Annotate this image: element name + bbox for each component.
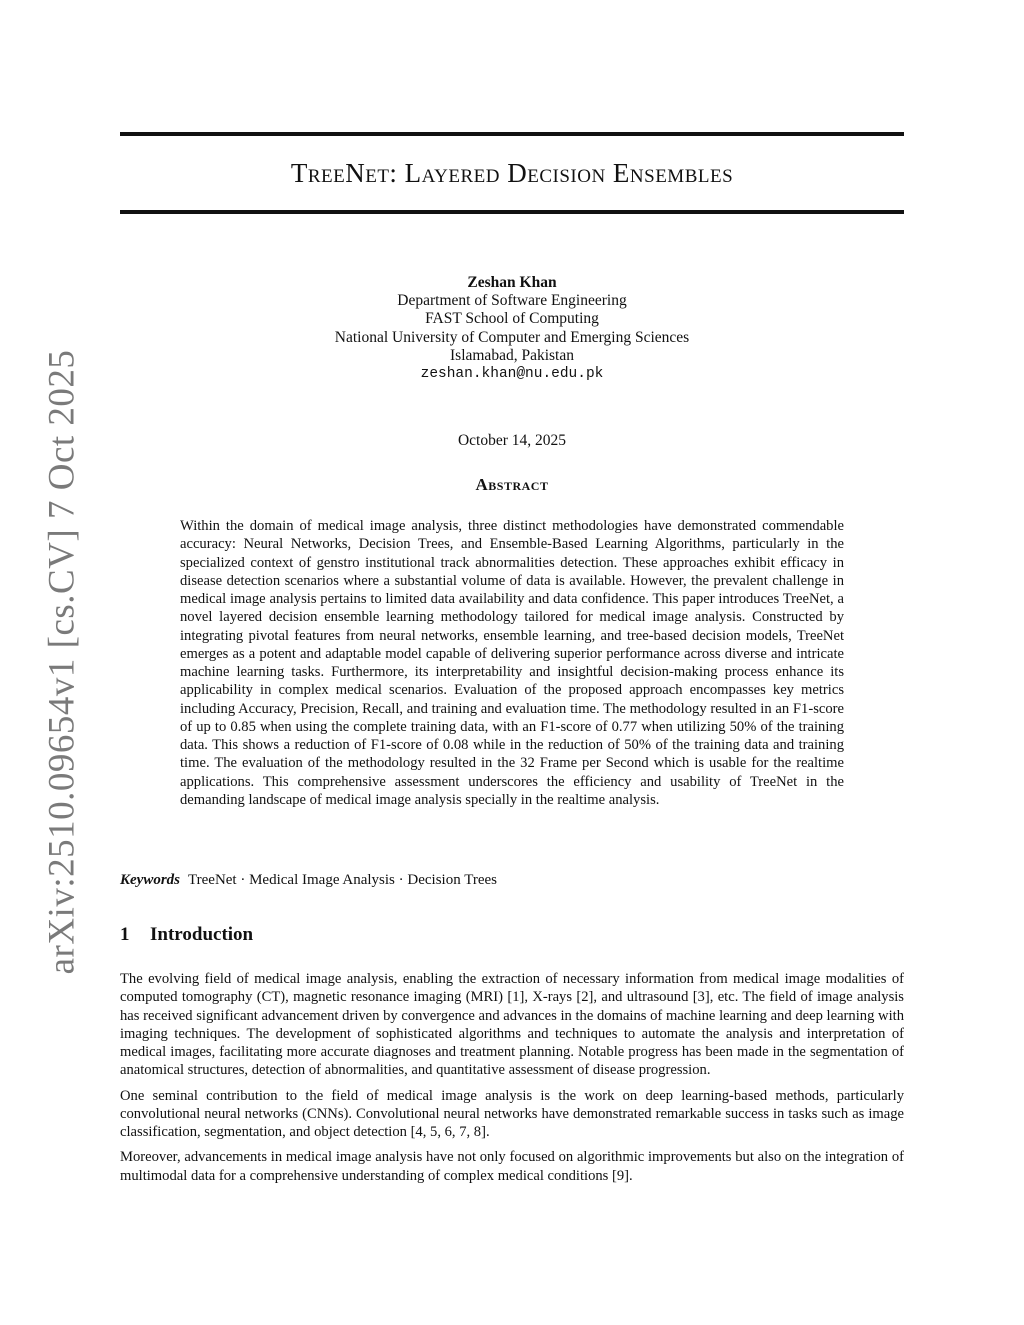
title-bottom-rule (120, 210, 904, 214)
author-email[interactable]: zeshan.khan@nu.edu.pk (420, 366, 604, 383)
section-title: Introduction (150, 924, 254, 945)
author-university: National University of Computer and Emerging Sciences (334, 328, 690, 346)
paper-date: October 14, 2025 (457, 432, 567, 449)
author-block (120, 274, 904, 383)
author-name: Zeshan Khan (467, 274, 557, 291)
introduction-paragraph-1: The evolving field of medical image analysis, enabling the extraction of necessary information from medical image modalities of computed tomography (CT), magnetic resonance imaging (MRI) [1], X-rays [2], and ultrasound [3], etc. The field of image analysis has received significant advancement driven by convergence and advances in the domains of machine learning and deep learning with imaging techniques. The development of sophisticated algorithms and techniques to automate the analysis and interpretation of medical images, facilitating more accurate diagnoses and treatment planning. Notable progress has been made in the segmentation of anatomical structures, detection of abnormalities, and quantitative assessment of disease progression. (120, 971, 904, 1079)
introduction-paragraph-2: One seminal contribution to the field of medical image analysis is the work on deep learning-based methods, particularly convolutional neural networks (CNNs). Convolutional neural networks have demonstrated remarkable success in tasks such as image classification, segmentation, and object detection [4, 5, 6, 7, 8]. (120, 1087, 904, 1140)
section-number: 1 (120, 924, 130, 945)
introduction-paragraph-3: Moreover, advancements in medical image analysis have not only focused on algorithmic improvements but also on the integration of multimodal data for a comprehensive understanding of complex medical conditions [9]. (120, 1149, 904, 1184)
arxiv-identifier: arXiv:2510.09654v1 [cs.CV] 7 Oct 2025 (41, 349, 83, 975)
keywords-list: TreeNet · Medical Image Analysis · Decision Trees (188, 872, 497, 888)
title-top-rule (120, 132, 904, 136)
keywords-label: Keywords (120, 872, 180, 888)
author-school: FAST School of Computing (425, 310, 599, 328)
abstract-text: Within the domain of medical image analysis, three distinct methodologies have demonstrated commendable accuracy: Neural Networks, Decision Trees, and Ensemble-Based Learning Algorithms, particularly in the specialized context of genstro institutional track abnormalities detection. These approaches exhibit efficacy in disease detection scenarios where a substantial volume of data is available. However, the prevalent challenge in medical image analysis pertains to limited data availability and data confidence. This paper introduces TreeNet, a novel layered decision ensemble learning methodology tailored for medical image analysis. Constructed by integrating pivotal features from neural networks, ensemble learning, and tree-based decision models, TreeNet emerges as a potent and adaptable model capable of delivering superior performance across diverse and intricate machine learning tasks. Furthermore, its interpretability and insightful decision-making process enhance its applicability in complex medical scenarios. Evaluation of the proposed approach encompasses key metrics including Accuracy, Precision, Recall, and training and evaluation time. The methodology resulted in an F1-score of up to 0.85 when using the complete training data, with an F1-score of 0.77 when utilizing 50% of the training data. This shows a reduction of F1-score of 0.08 while in the reduction of 50% of the training data and training time. The evaluation of the methodology resulted in the 32 Frame per Second which is usable for the realtime applications. This comprehensive assessment underscores the efficiency and usability of TreeNet in the demanding landscape of medical image analysis specially in the realtime analysis. (180, 518, 844, 808)
introduction-body (120, 970, 904, 1192)
author-department: Department of Software Engineering (397, 292, 627, 310)
paper-title: TreeNet: Layered Decision Ensembles (290, 158, 734, 188)
keywords-line (120, 872, 904, 889)
abstract-heading: Abstract (475, 475, 549, 494)
author-location: Islamabad, Pakistan (450, 346, 574, 364)
section-heading (120, 924, 904, 946)
